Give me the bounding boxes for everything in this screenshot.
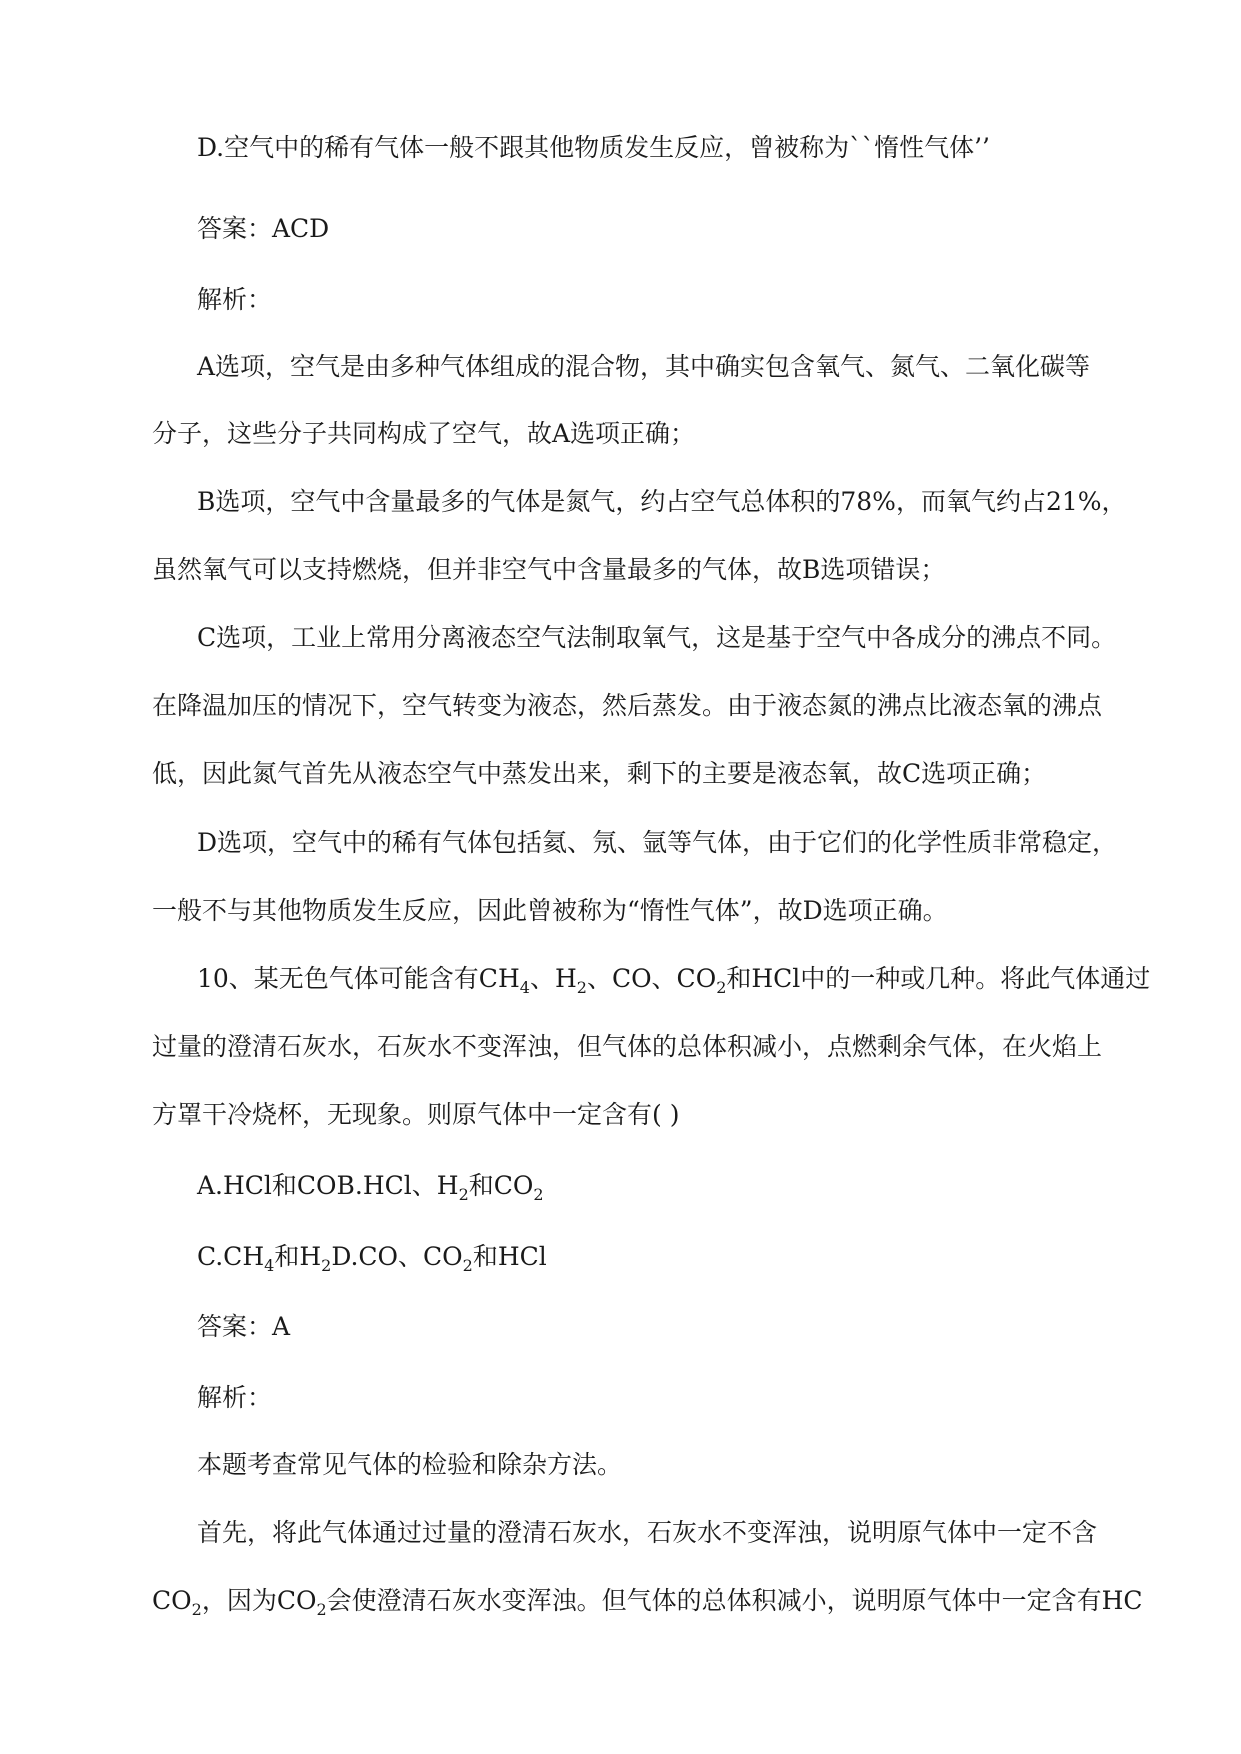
paragraph-line: 方罩干冷烧杯，无现象。则原气体中一定含有( ) — [152, 1100, 680, 1129]
paragraph-line: $CO_2$，因为$CO_2$会使澄清石灰水变浑浊。但气体的总体积减小，说明原气体中一定含有HC — [152, 1586, 1143, 1619]
question-10-stem: 10、某无色气体可能含有$CH_4$、$H_2$、CO、$CO_2$和HCl中的一种或几种。将此气体通过 — [197, 964, 1151, 997]
paragraph-line: B选项，空气中含量最多的气体是氮气，约占空气总体积的78%，而氧气约占21%， — [197, 487, 1127, 516]
options-a-b: A.HCl和COB.HCl、$H_2$和$CO_2$ — [197, 1171, 544, 1204]
paragraph-line: D选项，空气中的稀有气体包括氦、氖、氩等气体，由于它们的化学性质非常稳定， — [197, 828, 1118, 857]
paragraph-line: 虽然氧气可以支持燃烧，但并非空气中含量最多的气体，故B选项错误； — [152, 555, 946, 584]
analysis-heading: 解析： — [197, 1383, 273, 1412]
analysis-heading: 解析： — [197, 285, 273, 314]
paragraph-line: 一般不与其他物质发生反应，因此曾被称为“惰性气体”，故D选项正确。 — [152, 896, 948, 925]
options-c-d: $C.CH_4$和$H_2D.CO$、$CO_2$和HCl — [197, 1242, 547, 1275]
paragraph-line: 分子，这些分子共同构成了空气，故A选项正确； — [152, 419, 696, 448]
paragraph-line: A选项，空气是由多种气体组成的混合物，其中确实包含氧气、氮气、二氧化碳等 — [197, 352, 1091, 381]
paragraph-line: 过量的澄清石灰水，石灰水不变浑浊，但气体的总体积减小，点燃剩余气体，在火焰上 — [152, 1032, 1103, 1061]
paragraph-line: 在降温加压的情况下，空气转变为液态，然后蒸发。由于液态氮的沸点比液态氧的沸点 — [152, 691, 1103, 720]
answer-line: 答案：ACD — [197, 214, 330, 243]
answer-line: 答案：A — [197, 1312, 291, 1341]
option-d-text: D.空气中的稀有气体一般不跟其他物质发生反应，曾被称为``惰性气体’’ — [197, 133, 990, 162]
paragraph-line: 首先，将此气体通过过量的澄清石灰水，石灰水不变浑浊，说明原气体中一定不含 — [197, 1518, 1098, 1547]
paragraph-line: C选项，工业上常用分离液态空气法制取氧气，这是基于空气中各成分的沸点不同。 — [197, 623, 1117, 652]
paragraph-line: 本题考查常见气体的检验和除杂方法。 — [197, 1450, 623, 1479]
paragraph-line: 低，因此氮气首先从液态空气中蒸发出来，剩下的主要是液态氧，故C选项正确； — [152, 759, 1047, 788]
